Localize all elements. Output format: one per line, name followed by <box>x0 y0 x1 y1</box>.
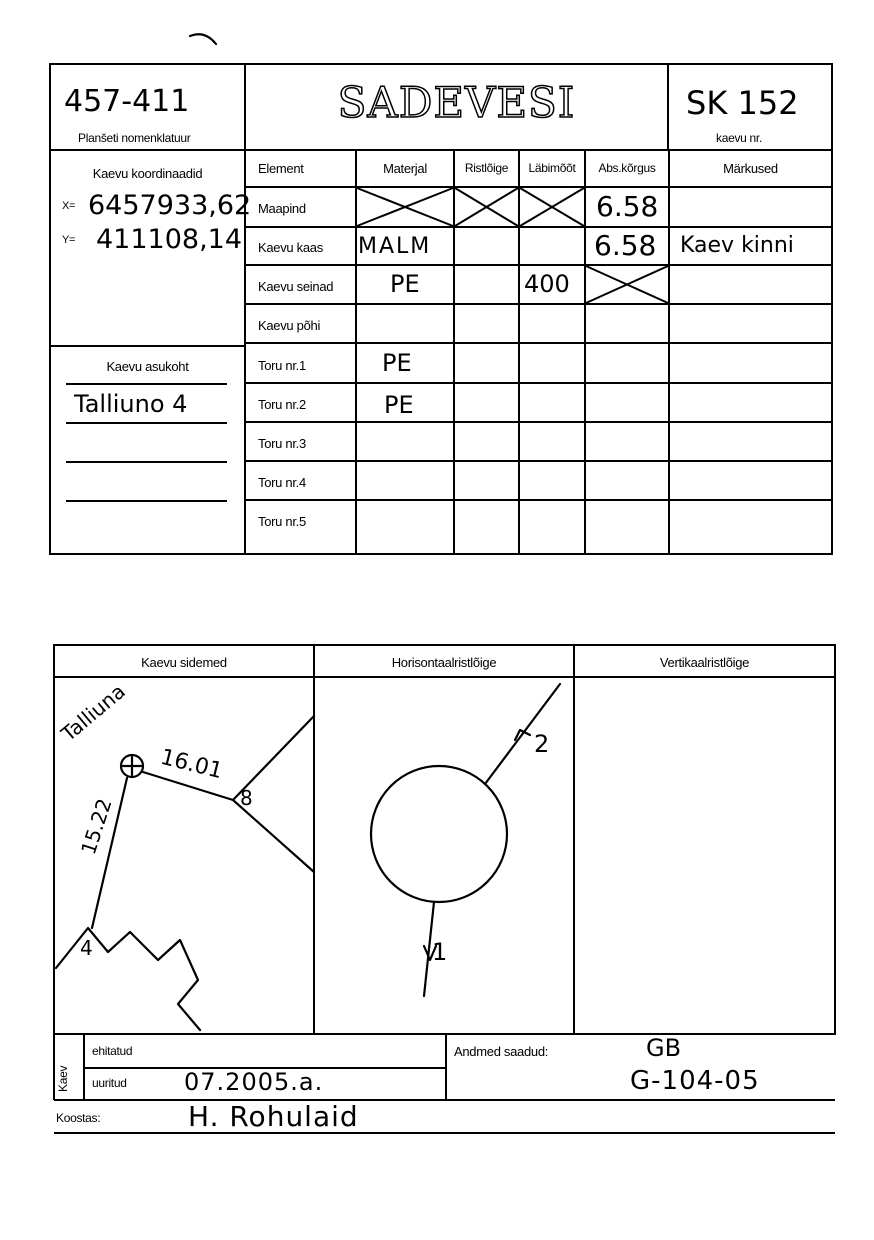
cell-materjal-seinad: PE <box>390 270 420 298</box>
cell-materjal-toru1: PE <box>382 349 412 377</box>
sketch-col-vertical: Vertikaalristlõige <box>659 655 750 670</box>
x-value: 6457933,62 <box>88 190 252 221</box>
footer-surveyed-value: 07.2005.a. <box>184 1068 324 1096</box>
cell-labimoot-seinad: 400 <box>524 270 570 298</box>
sketch-street-label: Talliuna <box>56 679 130 746</box>
row-element: Kaevu kaas <box>258 240 323 255</box>
x-prefix: X= <box>62 200 76 212</box>
sketch-distance-1: 16.01 <box>157 744 226 785</box>
footer-data-value-1: GB <box>646 1034 682 1062</box>
row-element: Toru nr.3 <box>258 436 306 451</box>
cell-materjal-kaas: MALM <box>358 234 432 259</box>
row-element: Toru nr.1 <box>258 358 306 373</box>
header-markused: Märkused <box>723 161 778 176</box>
footer-built-label: ehitatud <box>92 1044 133 1058</box>
header-ristloige: Ristlõige <box>464 161 509 175</box>
sketch-col-horizontal: Horisontaalristlõige <box>391 655 497 670</box>
sketch-house-4: 4 <box>80 936 93 960</box>
footer-data-label: Andmed saadud: <box>454 1044 549 1059</box>
sketch-col-connections: Kaevu sidemed <box>141 655 227 670</box>
cell-abs-kaas: 6.58 <box>594 229 657 262</box>
y-value: 411108,14 <box>96 224 243 255</box>
y-prefix: Y= <box>62 234 76 246</box>
footer-side-label: Kaev <box>56 1065 70 1092</box>
card-title: SADEVESI <box>337 78 576 127</box>
header-labimoot: Läbimõõt <box>528 161 576 175</box>
row-element: Toru nr.5 <box>258 514 306 529</box>
well-number-value: SK 152 <box>686 84 799 122</box>
row-element: Toru nr.4 <box>258 475 306 490</box>
row-element: Kaevu põhi <box>258 318 321 333</box>
header-abs-korgus: Abs.kõrgus <box>598 161 656 175</box>
cell-materjal-toru2: PE <box>384 391 414 419</box>
cell-abs-maapind: 6.58 <box>596 190 659 223</box>
footer-data-value-2: G-104-05 <box>630 1066 760 1096</box>
well-number-label: kaevu nr. <box>716 131 762 145</box>
sketch-house-8: 8 <box>240 786 253 810</box>
row-element: Toru nr.2 <box>258 397 306 412</box>
location-label: Kaevu asukoht <box>106 359 189 374</box>
footer-compiled-label: Koostas: <box>56 1111 101 1125</box>
sketch-pipe-1: 1 <box>432 938 448 966</box>
cell-markused-kaas: Kaev kinni <box>680 233 794 258</box>
coords-label: Kaevu koordinaadid <box>92 166 203 181</box>
header-element: Element <box>258 161 304 176</box>
sketch-distance-2: 15.22 <box>76 795 117 858</box>
sheet-value: 457-411 <box>64 84 190 119</box>
sheet-label: Planšeti nomenklatuur <box>78 131 191 145</box>
site-sketch <box>56 34 560 1030</box>
footer-surveyed-label: uuritud <box>92 1076 127 1090</box>
row-element: Maapind <box>258 201 306 216</box>
header-materjal: Materjal <box>383 161 427 176</box>
location-value: Talliuno 4 <box>74 390 188 418</box>
row-element: Kaevu seinad <box>258 279 334 294</box>
sketch-pipe-2: 2 <box>534 730 550 758</box>
footer-compiled-value: H. Rohulaid <box>188 1100 359 1133</box>
